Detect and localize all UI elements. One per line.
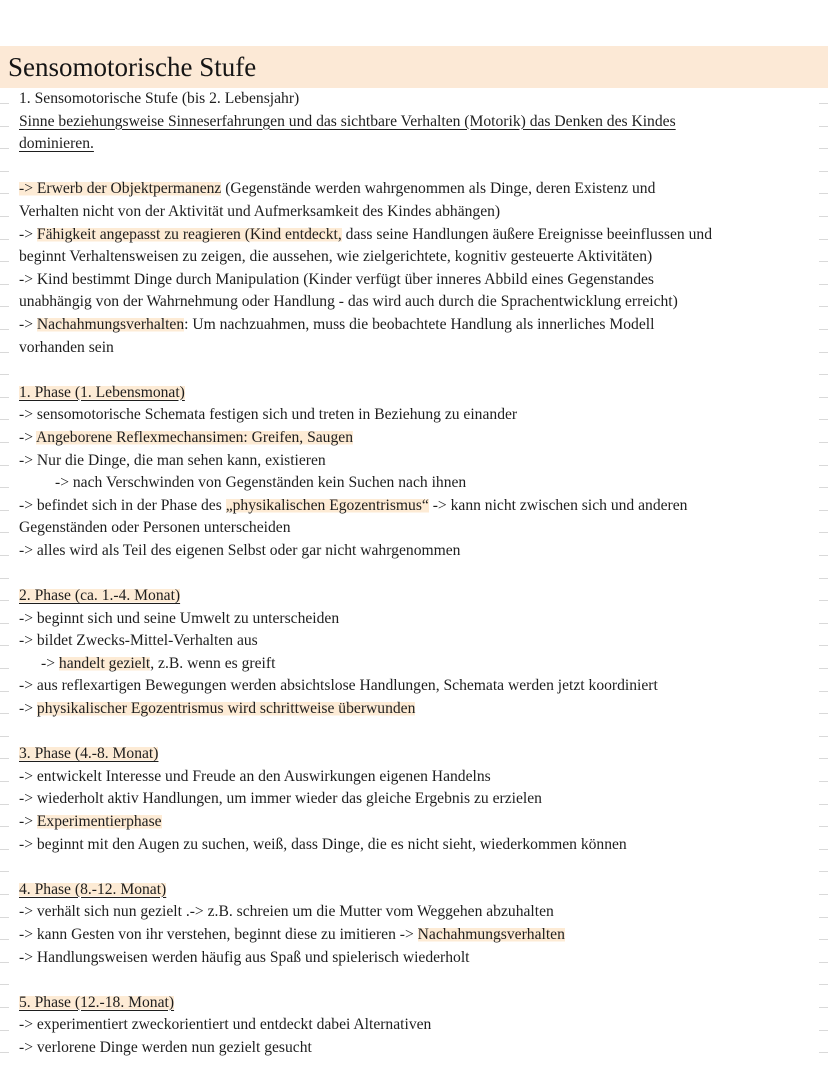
- margin-tick: [819, 894, 828, 895]
- margin-tick: [819, 600, 828, 601]
- margin-tick: [0, 419, 9, 420]
- margin-tick: [0, 148, 9, 149]
- text: : Um nachzuahmen, muss die beobachtete Handlung als innerliches Modell: [184, 315, 655, 333]
- margin-tick: [0, 374, 9, 375]
- margin-tick: [0, 713, 9, 714]
- margin-tick: [819, 239, 828, 240]
- text: dass seine Handlungen äußere Ereignisse beeinflussen und: [341, 225, 712, 243]
- phase-heading-3: [19, 743, 819, 766]
- phase-heading-1: [19, 382, 819, 405]
- margin-tick: [0, 306, 9, 307]
- margin-tick: [819, 465, 828, 466]
- arrow: ->: [19, 428, 37, 446]
- margin-tick: [0, 487, 9, 488]
- bullet-line: [19, 698, 819, 721]
- margin-tick: [0, 216, 9, 217]
- margin-tick: [0, 984, 9, 985]
- highlighted-text: handelt gezielt: [58, 654, 151, 672]
- sub-bullet-line: [19, 653, 819, 676]
- margin-tick: [819, 871, 828, 872]
- bullet-line: -> Nur die Dinge, die man sehen kann, existieren: [19, 451, 326, 469]
- arrow: ->: [41, 654, 59, 672]
- sub-bullet-line: -> nach Verschwinden von Gegenständen kein Suchen nach ihnen: [55, 474, 467, 492]
- margin-tick: [819, 984, 828, 985]
- bullet-line: [19, 178, 819, 201]
- margin-tick: [819, 849, 828, 850]
- bullet-line: [19, 427, 819, 450]
- margin-tick: [819, 352, 828, 353]
- margin-tick: [0, 758, 9, 759]
- heading-text: 2. Phase (ca. 1.-4. Monat): [19, 587, 181, 605]
- margin-tick: [0, 171, 9, 172]
- margin-tick: [0, 329, 9, 330]
- bullet-line: beginnt Verhaltensweisen zu zeigen, die aussehen, wie zielgerichtete, kognitiv gesteuerte Aktivitäten): [19, 248, 653, 266]
- bullet-line: -> verlorene Dinge werden nun gezielt gesucht: [19, 1038, 312, 1056]
- margin-tick: [0, 352, 9, 353]
- margin-tick: [819, 329, 828, 330]
- margin-tick: [0, 532, 9, 533]
- margin-tick: [819, 171, 828, 172]
- margin-tick: [0, 691, 9, 692]
- arrow: ->: [19, 225, 33, 243]
- margin-tick: [819, 306, 828, 307]
- bullet-line: [19, 314, 819, 337]
- margin-tick: [819, 193, 828, 194]
- heading-text: 3. Phase (4.-8. Monat): [19, 745, 159, 763]
- margin-tick: [819, 216, 828, 217]
- bullet-line: unabhängig von der Wahrnehmung oder Handlung - das wird auch durch die Sprachentwicklung erreicht): [19, 293, 678, 311]
- margin-tick: [0, 962, 9, 963]
- margin-tick: [819, 442, 828, 443]
- margin-tick: [819, 668, 828, 669]
- bullet-line: -> beginnt mit den Augen zu suchen, weiß, dass Dinge, die es nicht sieht, wiederkommen können: [19, 835, 627, 853]
- margin-tick: [0, 668, 9, 669]
- bullet-line: Verhalten nicht von der Aktivität und Aufmerksamkeit des Kindes abhängen): [19, 202, 501, 220]
- margin-tick: [819, 103, 828, 104]
- phase-heading-2: [19, 585, 819, 608]
- margin-tick: [0, 804, 9, 805]
- text: , z.B. wenn es greift: [150, 654, 276, 672]
- margin-tick: [0, 1030, 9, 1031]
- highlight: [19, 180, 221, 197]
- bullet-line: -> Kind bestimmt Dinge durch Manipulation (Kinder verfügt über inneres Abbild eines Gegenstandes: [19, 270, 654, 288]
- margin-tick: [819, 736, 828, 737]
- margin-tick: [819, 781, 828, 782]
- text: -> kann Gesten von ihr verstehen, beginnt diese zu imitieren ->: [19, 925, 418, 943]
- bullet-line: -> verhält sich nun gezielt .-> z.B. schreien um die Mutter vom Weggehen abzuhalten: [19, 903, 554, 921]
- bullet-line: vorhanden sein: [19, 338, 114, 356]
- margin-tick: [0, 397, 9, 398]
- phase-heading-5: [19, 992, 819, 1015]
- margin-tick: [0, 1007, 9, 1008]
- margin-tick: [0, 623, 9, 624]
- highlighted-text: „physikalischen Egozentrismus“: [225, 496, 429, 514]
- margin-tick: [0, 1052, 9, 1053]
- heading-text: 4. Phase (8.-12. Monat): [19, 880, 167, 898]
- margin-tick: [0, 578, 9, 579]
- margin-tick: [819, 804, 828, 805]
- margin-tick: [819, 261, 828, 262]
- margin-tick: [819, 419, 828, 420]
- margin-tick: [819, 510, 828, 511]
- margin-tick: [819, 962, 828, 963]
- highlighted-text: Nachahmungsverhalten: [36, 315, 185, 333]
- margin-tick: [819, 374, 828, 375]
- margin-tick: [0, 645, 9, 646]
- margin-tick: [819, 1030, 828, 1031]
- bullet-line: -> beginnt sich und seine Umwelt zu unterscheiden: [19, 609, 340, 627]
- highlighted-text: Angeborene Reflexmechansimen: Greifen, Saugen: [36, 428, 353, 446]
- margin-tick: [0, 781, 9, 782]
- highlighted-text: Experimentierphase: [36, 813, 162, 830]
- phase-heading-4: [19, 879, 819, 902]
- margin-tick: [0, 555, 9, 556]
- text: -> befindet sich in der Phase des: [19, 496, 226, 514]
- margin-tick: [819, 713, 828, 714]
- margin-tick: [0, 894, 9, 895]
- definition-line: Sinne beziehungsweise Sinneserfahrungen und das sichtbare Verhalten (Motorik) das Denken des Kindes: [19, 112, 676, 130]
- arrow: ->: [19, 813, 37, 830]
- highlighted-text: Erwerb der Objektpermanenz: [36, 180, 222, 198]
- margin-tick: [819, 126, 828, 127]
- arrow: ->: [19, 315, 33, 333]
- margin-tick: [0, 510, 9, 511]
- margin-tick: [0, 871, 9, 872]
- bullet-line: -> aus reflexartigen Bewegungen werden absichtslose Handlungen, Schemata werden jetzt koordiniert: [19, 677, 658, 695]
- margin-tick: [819, 1052, 828, 1053]
- bullet-line: [19, 811, 819, 834]
- note-content: [19, 88, 819, 1060]
- bullet-line: -> bildet Zwecks-Mittel-Verhalten aus: [19, 632, 258, 650]
- margin-tick: [819, 284, 828, 285]
- arrow: ->: [19, 700, 37, 718]
- margin-tick: [0, 917, 9, 918]
- margin-tick: [819, 148, 828, 149]
- definition-line: dominieren.: [19, 135, 94, 153]
- margin-tick: [0, 849, 9, 850]
- margin-tick: [0, 193, 9, 194]
- margin-tick: [819, 487, 828, 488]
- margin-tick: [0, 261, 9, 262]
- bullet-line: [19, 224, 819, 247]
- margin-tick: [819, 1007, 828, 1008]
- section-heading-intro: 1. Sensomotorische Stufe (bis 2. Lebensjahr): [19, 90, 300, 107]
- margin-tick: [819, 623, 828, 624]
- bullet-line: -> sensomotorische Schemata festigen sich und treten in Beziehung zu einander: [19, 406, 518, 424]
- highlighted-text: Nachahmungsverhalten: [417, 925, 565, 943]
- margin-tick: [819, 555, 828, 556]
- margin-tick: [819, 578, 828, 579]
- margin-tick: [819, 645, 828, 646]
- bullet-line: -> wiederholt aktiv Handlungen, um immer wieder das gleiche Ergebnis zu erzielen: [19, 790, 542, 808]
- margin-tick: [0, 103, 9, 104]
- margin-tick: [819, 758, 828, 759]
- bullet-line: -> alles wird als Teil des eigenen Selbst oder gar nicht wahrgenommen: [19, 541, 461, 559]
- arrow: ->: [19, 180, 33, 198]
- bullet-line: -> entwickelt Interesse und Freude an den Auswirkungen eigenen Handelns: [19, 767, 491, 785]
- margin-tick: [0, 442, 9, 443]
- heading-text: 5. Phase (12.-18. Monat): [19, 993, 175, 1011]
- margin-tick: [819, 826, 828, 827]
- margin-tick: [0, 736, 9, 737]
- bullet-line: -> Handlungsweisen werden häufig aus Spaß und spielerisch wiederholt: [19, 948, 470, 966]
- margin-tick: [0, 239, 9, 240]
- text: (Gegenstände werden wahrgenommen als Dinge, deren Existenz und: [221, 180, 656, 198]
- heading-text: 1. Phase (1. Lebensmonat): [19, 383, 185, 401]
- margin-tick: [0, 600, 9, 601]
- bullet-line: [19, 924, 819, 947]
- highlighted-text: physikalischer Egozentrismus wird schrittweise überwunden: [36, 700, 416, 718]
- margin-tick: [819, 939, 828, 940]
- margin-tick: [819, 691, 828, 692]
- margin-tick: [0, 465, 9, 466]
- highlighted-text: Fähigkeit angepasst zu reagieren (Kind entdeckt,: [36, 225, 342, 243]
- margin-tick: [0, 826, 9, 827]
- margin-tick: [0, 126, 9, 127]
- margin-tick: [0, 939, 9, 940]
- margin-tick: [0, 284, 9, 285]
- page-title: Sensomotorische Stufe: [8, 52, 257, 82]
- margin-tick: [819, 917, 828, 918]
- text: -> kann nicht zwischen sich und anderen: [428, 496, 688, 514]
- bullet-line: -> experimentiert zweckorientiert und entdeckt dabei Alternativen: [19, 1016, 432, 1034]
- bullet-line: Gegenständen oder Personen unterscheiden: [19, 519, 291, 537]
- bullet-line: [19, 495, 819, 518]
- margin-tick: [819, 532, 828, 533]
- margin-tick: [819, 397, 828, 398]
